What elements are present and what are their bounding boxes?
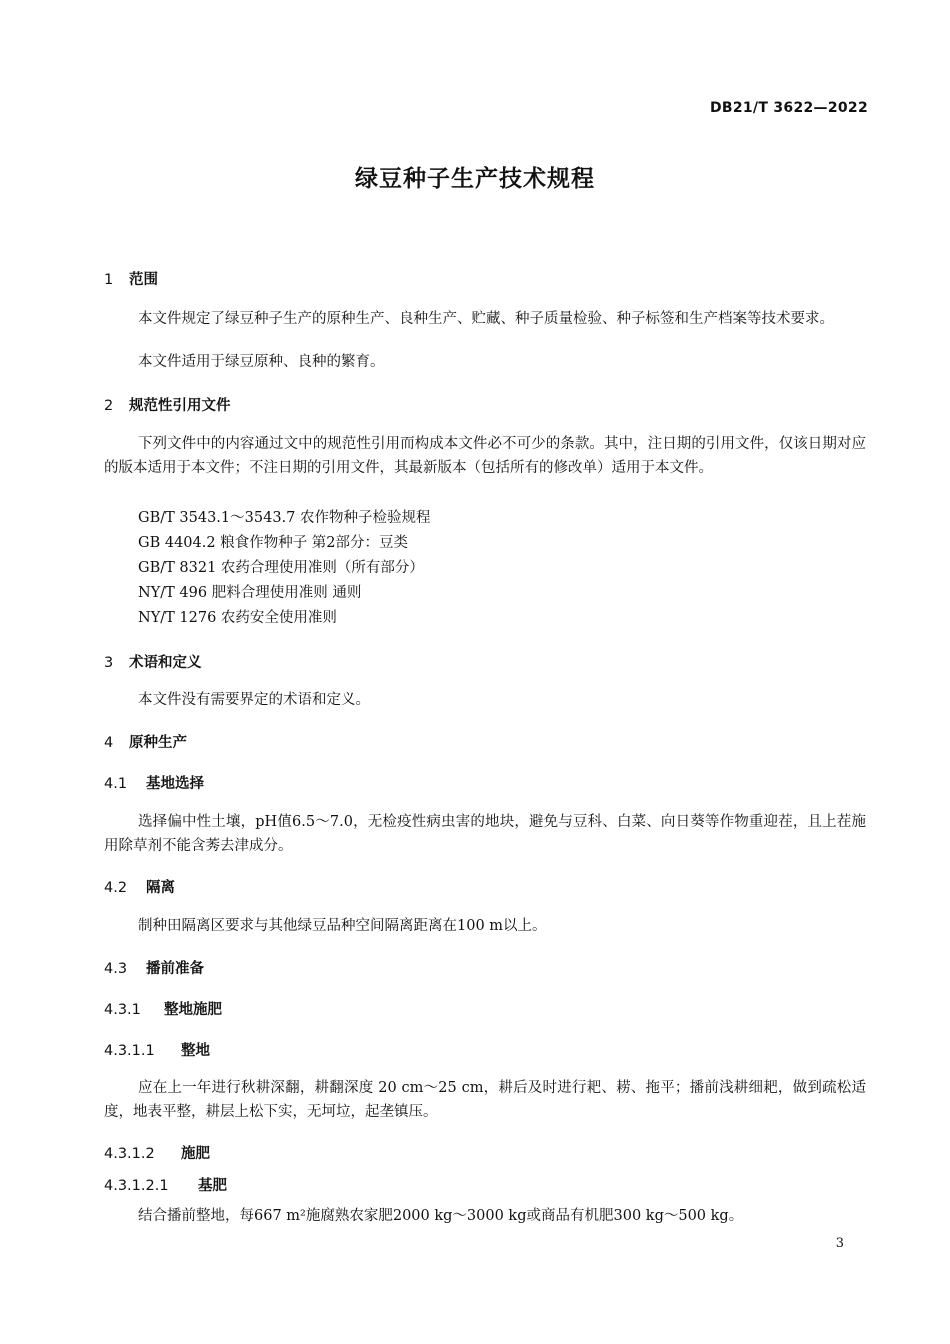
section-heading-2 xyxy=(104,394,231,415)
section-number: 1 xyxy=(104,272,114,288)
paragraph: 本文件没有需要界定的术语和定义。 xyxy=(138,692,370,708)
section-heading-4-3-1-2 xyxy=(104,1142,210,1163)
section-title: 规范性引用文件 xyxy=(129,398,231,414)
reference-item: GB/T 3543.1～3543.7 农作物种子检验规程 xyxy=(138,510,431,526)
section-heading-4-3-1 xyxy=(104,998,222,1019)
reference-item: GB 4404.2 粮食作物种子 第2部分：豆类 xyxy=(138,535,409,551)
paragraph: 下列文件中的内容通过文中的规范性引用而构成本文件必不可少的条款。其中，注日期的引用文件，仅该日期对应的版本适用于本文件；不注日期的引用文件，其最新版本（包括所有的修改单）适用于本文件。 xyxy=(104,436,866,476)
section-number: 4.3.1.1 xyxy=(104,1043,155,1059)
section-title: 范围 xyxy=(129,272,158,288)
paragraph: 结合播前整地，每667 m²施腐熟农家肥2000 kg～3000 kg或商品有机肥300 kg～500 kg。 xyxy=(138,1208,744,1224)
paragraph: 本文件规定了绿豆种子生产的原种生产、良种生产、贮藏、种子质量检验、种子标签和生产档案等技术要求。 xyxy=(138,311,834,327)
page-number: 3 xyxy=(835,1236,844,1251)
standard-code: DB21/T 3622—2022 xyxy=(709,100,868,116)
reference-item: NY/T 1276 农药安全使用准则 xyxy=(138,610,337,626)
section-title: 基肥 xyxy=(198,1178,227,1194)
section-heading-4 xyxy=(104,731,187,752)
reference-item: GB/T 8321 农药合理使用准则（所有部分） xyxy=(138,560,424,576)
section-number: 4.3.1 xyxy=(104,1002,141,1018)
section-number: 4.2 xyxy=(104,880,128,896)
section-heading-4-3-1-1 xyxy=(104,1039,210,1060)
document-title: 绿豆种子生产技术规程 xyxy=(355,166,595,192)
paragraph: 本文件适用于绿豆原种、良种的繁育。 xyxy=(138,354,385,370)
section-number: 2 xyxy=(104,398,114,414)
reference-item: NY/T 496 肥料合理使用准则 通则 xyxy=(138,585,362,601)
section-heading-4-3-1-2-1 xyxy=(104,1174,227,1195)
paragraph: 制种田隔离区要求与其他绿豆品种空间隔离距离在100 m以上。 xyxy=(138,918,547,934)
section-number: 4 xyxy=(104,735,114,751)
section-heading-4-2 xyxy=(104,876,175,897)
section-title: 术语和定义 xyxy=(129,655,202,671)
section-title: 隔离 xyxy=(146,880,175,896)
section-heading-4-1 xyxy=(104,772,204,793)
paragraph: 应在上一年进行秋耕深翻，耕翻深度 20 cm～25 cm，耕后及时进行耙、耢、拖平；播前浅耕细耙，做到疏松适度，地表平整，耕层上松下实，无坷垃，起垄镇压。 xyxy=(104,1080,866,1120)
section-number: 4.3 xyxy=(104,961,128,977)
section-number: 4.1 xyxy=(104,776,128,792)
section-title: 整地 xyxy=(181,1043,210,1059)
section-heading-3 xyxy=(104,651,202,672)
section-title: 施肥 xyxy=(181,1146,210,1162)
section-title: 播前准备 xyxy=(146,961,204,977)
section-title: 原种生产 xyxy=(129,735,187,751)
section-number: 4.3.1.2.1 xyxy=(104,1178,169,1194)
section-title: 整地施肥 xyxy=(164,1002,222,1018)
section-heading-1 xyxy=(104,268,158,289)
section-heading-4-3 xyxy=(104,957,204,978)
section-number: 3 xyxy=(104,655,114,671)
section-title: 基地选择 xyxy=(146,776,204,792)
section-number: 4.3.1.2 xyxy=(104,1146,155,1162)
paragraph: 选择偏中性土壤，pH值6.5～7.0，无检疫性病虫害的地块，避免与豆科、白菜、向日葵等作物重迎茬，且上茬施用除草剂不能含莠去津成分。 xyxy=(104,814,866,854)
